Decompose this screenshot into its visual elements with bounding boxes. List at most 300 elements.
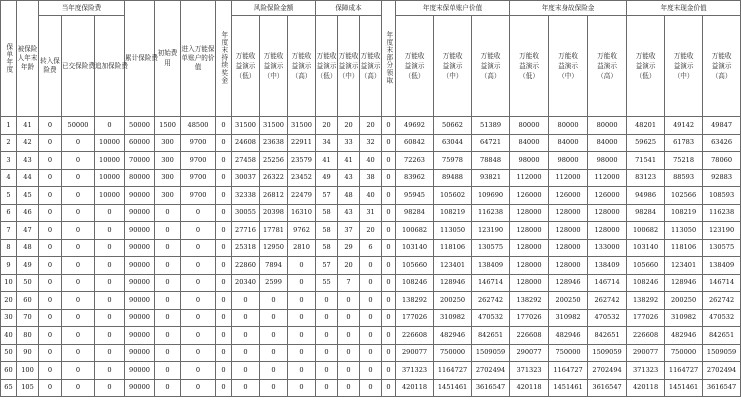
table-cell: 0 — [382, 292, 396, 310]
table-cell: 0 — [360, 309, 382, 327]
table-cell: 63426 — [703, 134, 741, 152]
table-cell: 0 — [62, 292, 95, 310]
table-cell: 0 — [382, 327, 396, 345]
table-cell: 0 — [155, 344, 181, 362]
table-cell: 108219 — [665, 204, 703, 222]
table-cell: 31500 — [260, 117, 288, 135]
table-cell: 40 — [1, 327, 17, 345]
table-cell: 0 — [181, 379, 216, 397]
table-cell: 750000 — [665, 344, 703, 362]
table-cell: 146714 — [588, 274, 627, 292]
table-cell: 133000 — [588, 239, 627, 257]
table-cell: 22860 — [232, 257, 260, 275]
table-cell: 0 — [216, 257, 232, 275]
table-cell: 842651 — [472, 327, 510, 345]
table-cell: 0 — [181, 222, 216, 240]
table-cell: 100 — [17, 362, 39, 380]
table-cell: 105660 — [627, 257, 665, 275]
header-risk-low: 万能收 益演示 （低） — [232, 16, 260, 117]
table-cell: 0 — [216, 309, 232, 327]
table-cell: 90000 — [125, 379, 155, 397]
table-cell: 138409 — [588, 257, 627, 275]
table-cell: 0 — [382, 274, 396, 292]
table-cell: 90000 — [125, 239, 155, 257]
table-cell: 23452 — [288, 169, 316, 187]
table-cell: 0 — [382, 379, 396, 397]
table-cell: 128000 — [510, 239, 549, 257]
table-row — [1, 274, 741, 292]
table-cell: 57 — [316, 257, 338, 275]
table-cell: 0 — [181, 292, 216, 310]
table-row — [1, 152, 741, 170]
table-cell: 20 — [338, 117, 360, 135]
table-cell: 108246 — [396, 274, 434, 292]
table-cell: 0 — [181, 362, 216, 380]
table-cell: 0 — [62, 187, 95, 205]
table-cell: 0 — [288, 292, 316, 310]
header-persist-bonus: 年度末持续奖金 — [216, 1, 232, 117]
table-row — [1, 309, 741, 327]
table-cell: 128946 — [665, 274, 703, 292]
table-cell: 49692 — [396, 117, 434, 135]
table-cell: 112000 — [588, 169, 627, 187]
table-cell: 84000 — [588, 134, 627, 152]
table-cell: 1509059 — [472, 344, 510, 362]
table-cell: 0 — [39, 204, 62, 222]
table-cell: 482946 — [549, 327, 588, 345]
table-cell: 59625 — [627, 134, 665, 152]
table-cell: 1451461 — [434, 379, 472, 397]
header-account-low: 万能收 益演示 （低） — [396, 16, 434, 117]
table-cell: 44 — [17, 169, 39, 187]
table-cell: 48201 — [627, 117, 665, 135]
table-cell: 50 — [1, 344, 17, 362]
header-transfer: 转入保险费 — [39, 16, 62, 117]
table-cell: 70000 — [125, 152, 155, 170]
table-cell: 371323 — [510, 362, 549, 380]
table-cell: 116238 — [472, 204, 510, 222]
table-cell: 128000 — [588, 222, 627, 240]
table-cell: 5 — [1, 187, 17, 205]
table-cell: 27716 — [232, 222, 260, 240]
table-cell: 50662 — [434, 117, 472, 135]
table-cell: 300 — [155, 187, 181, 205]
table-cell: 0 — [216, 117, 232, 135]
table-row — [1, 327, 741, 345]
table-cell: 31 — [360, 204, 382, 222]
table-cell: 0 — [260, 327, 288, 345]
table-cell: 27458 — [232, 152, 260, 170]
header-cost-group: 保障成本 — [316, 1, 382, 16]
table-cell: 100682 — [627, 222, 665, 240]
table-cell: 1509059 — [703, 344, 741, 362]
table-cell: 0 — [39, 134, 62, 152]
header-age: 被保险人年末年龄 — [17, 1, 39, 117]
table-cell: 0 — [288, 257, 316, 275]
table-cell: 0 — [181, 274, 216, 292]
table-cell: 2 — [1, 134, 17, 152]
table-cell: 43 — [338, 204, 360, 222]
table-cell: 0 — [155, 309, 181, 327]
table-cell: 177026 — [627, 309, 665, 327]
table-cell: 0 — [39, 292, 62, 310]
table-cell: 98000 — [510, 152, 549, 170]
table-cell: 20398 — [260, 204, 288, 222]
table-cell: 25318 — [232, 239, 260, 257]
table-cell: 31500 — [288, 117, 316, 135]
table-cell: 90000 — [125, 344, 155, 362]
table-cell: 0 — [181, 309, 216, 327]
table-cell: 226608 — [396, 327, 434, 345]
header-death-high: 万能收 益演示 （高） — [588, 16, 627, 117]
header-death-group: 年度末身故保险金 — [510, 1, 627, 16]
table-cell: 57 — [316, 187, 338, 205]
table-cell: 290077 — [627, 344, 665, 362]
table-cell: 20 — [316, 117, 338, 135]
table-cell: 0 — [316, 379, 338, 397]
table-cell: 32338 — [232, 187, 260, 205]
table-cell: 48 — [338, 187, 360, 205]
table-cell: 371323 — [627, 362, 665, 380]
table-cell: 0 — [62, 169, 95, 187]
table-cell: 84000 — [549, 134, 588, 152]
table-row — [1, 292, 741, 310]
header-cash-group: 年度末现金价值 — [627, 1, 741, 16]
table-cell: 90000 — [125, 204, 155, 222]
header-account-high: 万能收 益演示 （高） — [472, 16, 510, 117]
table-cell: 200250 — [549, 292, 588, 310]
table-cell: 128000 — [510, 204, 549, 222]
table-cell: 113050 — [434, 222, 472, 240]
table-cell: 0 — [39, 274, 62, 292]
table-row — [1, 362, 741, 380]
table-cell: 0 — [216, 134, 232, 152]
table-cell: 64721 — [472, 134, 510, 152]
table-cell: 105 — [17, 379, 39, 397]
table-cell: 2702494 — [703, 362, 741, 380]
table-cell: 300 — [155, 169, 181, 187]
table-cell: 200250 — [665, 292, 703, 310]
table-cell: 130575 — [703, 239, 741, 257]
table-cell: 470532 — [472, 309, 510, 327]
table-row — [1, 344, 741, 362]
table-cell: 1451461 — [665, 379, 703, 397]
table-cell: 0 — [338, 309, 360, 327]
header-enter-account: 进入万能保单账户的价值 — [181, 1, 216, 117]
table-cell: 126000 — [588, 187, 627, 205]
table-cell: 10 — [1, 274, 17, 292]
table-cell: 58 — [316, 222, 338, 240]
table-cell: 26322 — [260, 169, 288, 187]
table-cell: 25256 — [260, 152, 288, 170]
table-cell: 49847 — [703, 117, 741, 135]
table-cell: 60 — [1, 362, 17, 380]
table-cell: 41 — [338, 152, 360, 170]
table-cell: 123190 — [472, 222, 510, 240]
table-cell: 0 — [95, 379, 125, 397]
table-cell: 80000 — [510, 117, 549, 135]
table-cell: 3616547 — [472, 379, 510, 397]
table-cell: 470532 — [588, 309, 627, 327]
table-cell: 0 — [155, 362, 181, 380]
table-cell: 0 — [39, 327, 62, 345]
table-cell: 842651 — [703, 327, 741, 345]
table-cell: 17781 — [260, 222, 288, 240]
table-cell: 138292 — [627, 292, 665, 310]
table-cell: 1164727 — [549, 362, 588, 380]
table-cell: 90000 — [125, 309, 155, 327]
table-cell: 0 — [181, 204, 216, 222]
table-cell: 98284 — [396, 204, 434, 222]
table-cell: 0 — [338, 362, 360, 380]
table-cell: 0 — [39, 257, 62, 275]
table-cell: 0 — [382, 362, 396, 380]
table-cell: 72263 — [396, 152, 434, 170]
table-cell: 90000 — [125, 187, 155, 205]
table-cell: 49142 — [665, 117, 703, 135]
table-cell: 100682 — [396, 222, 434, 240]
table-cell: 105602 — [434, 187, 472, 205]
table-cell: 98000 — [549, 152, 588, 170]
table-cell: 3616547 — [703, 379, 741, 397]
table-cell: 0 — [216, 379, 232, 397]
table-cell: 0 — [232, 292, 260, 310]
table-cell: 0 — [181, 239, 216, 257]
table-cell: 126000 — [510, 187, 549, 205]
table-cell: 49 — [17, 257, 39, 275]
table-cell: 0 — [39, 152, 62, 170]
table-cell: 2702494 — [472, 362, 510, 380]
table-cell: 0 — [316, 344, 338, 362]
table-cell: 80000 — [125, 169, 155, 187]
table-cell: 60 — [17, 292, 39, 310]
table-cell: 31500 — [232, 117, 260, 135]
header-risk-high: 万能收 益演示 （高） — [288, 16, 316, 117]
table-cell: 226608 — [627, 327, 665, 345]
table-cell: 0 — [155, 274, 181, 292]
table-cell: 6 — [360, 239, 382, 257]
table-cell: 0 — [95, 257, 125, 275]
header-account-mid: 万能收 益演示 （中） — [434, 16, 472, 117]
table-cell: 0 — [232, 362, 260, 380]
table-cell: 842651 — [588, 327, 627, 345]
table-cell: 750000 — [434, 344, 472, 362]
table-cell: 0 — [39, 169, 62, 187]
table-cell: 0 — [62, 134, 95, 152]
table-cell: 0 — [39, 117, 62, 135]
header-withdraw: 年度末部分领取 — [382, 1, 396, 117]
table-cell: 3 — [1, 152, 17, 170]
table-cell: 33 — [338, 134, 360, 152]
table-cell: 1164727 — [434, 362, 472, 380]
table-cell: 0 — [260, 309, 288, 327]
table-cell: 10000 — [95, 187, 125, 205]
table-cell: 0 — [288, 344, 316, 362]
table-cell: 80 — [17, 327, 39, 345]
table-cell: 38 — [360, 169, 382, 187]
table-cell: 45 — [17, 187, 39, 205]
table-cell: 0 — [39, 344, 62, 362]
table-cell: 0 — [155, 327, 181, 345]
table-row — [1, 239, 741, 257]
table-cell: 78848 — [472, 152, 510, 170]
table-cell: 0 — [62, 379, 95, 397]
table-cell: 128946 — [434, 274, 472, 292]
table-cell: 6 — [1, 204, 17, 222]
table-cell: 0 — [338, 379, 360, 397]
table-cell: 47 — [17, 222, 39, 240]
table-cell: 0 — [382, 204, 396, 222]
table-cell: 177026 — [510, 309, 549, 327]
table-cell: 23638 — [260, 134, 288, 152]
table-cell: 0 — [62, 204, 95, 222]
table-cell: 105660 — [396, 257, 434, 275]
table-cell: 123401 — [434, 257, 472, 275]
table-cell: 0 — [382, 169, 396, 187]
table-cell: 0 — [232, 309, 260, 327]
table-cell: 61783 — [665, 134, 703, 152]
table-cell: 0 — [382, 117, 396, 135]
table-cell: 63044 — [434, 134, 472, 152]
table-cell: 75218 — [665, 152, 703, 170]
header-extra: 追加保险费 — [95, 16, 125, 117]
table-cell: 58 — [316, 239, 338, 257]
table-cell: 371323 — [396, 362, 434, 380]
table-cell: 750000 — [549, 344, 588, 362]
table-cell: 55 — [316, 274, 338, 292]
table-cell: 0 — [382, 239, 396, 257]
table-cell: 65 — [1, 379, 17, 397]
table-cell: 90000 — [125, 257, 155, 275]
table-cell: 16310 — [288, 204, 316, 222]
table-cell: 2599 — [260, 274, 288, 292]
table-cell: 0 — [288, 327, 316, 345]
table-cell: 0 — [316, 327, 338, 345]
table-cell: 108219 — [434, 204, 472, 222]
table-cell: 262742 — [703, 292, 741, 310]
table-cell: 0 — [316, 292, 338, 310]
table-cell: 0 — [95, 292, 125, 310]
table-cell: 22479 — [288, 187, 316, 205]
table-cell: 0 — [216, 344, 232, 362]
table-cell: 93821 — [472, 169, 510, 187]
table-cell: 9700 — [181, 134, 216, 152]
table-cell: 0 — [260, 344, 288, 362]
table-cell: 32 — [360, 134, 382, 152]
table-cell: 109690 — [472, 187, 510, 205]
table-cell: 0 — [316, 362, 338, 380]
table-cell: 20 — [338, 257, 360, 275]
table-cell: 95945 — [396, 187, 434, 205]
table-cell: 71541 — [627, 152, 665, 170]
table-cell: 78060 — [703, 152, 741, 170]
table-cell: 9700 — [181, 152, 216, 170]
table-cell: 0 — [155, 204, 181, 222]
table-cell: 0 — [360, 379, 382, 397]
table-cell: 89488 — [434, 169, 472, 187]
table-cell: 128000 — [549, 204, 588, 222]
table-cell: 0 — [155, 257, 181, 275]
table-cell: 108593 — [703, 187, 741, 205]
table-cell: 75978 — [434, 152, 472, 170]
table-cell: 0 — [155, 292, 181, 310]
table-cell: 7 — [338, 274, 360, 292]
header-cash-mid: 万能收 益演示 （中） — [665, 16, 703, 117]
table-cell: 290077 — [396, 344, 434, 362]
table-cell: 0 — [62, 362, 95, 380]
table-cell: 0 — [62, 239, 95, 257]
table-cell: 0 — [216, 362, 232, 380]
table-cell: 83962 — [396, 169, 434, 187]
table-cell: 23579 — [288, 152, 316, 170]
header-initial-fee: 初始费用 — [155, 1, 181, 117]
header-cumulative: 累计保险费 — [125, 1, 155, 117]
header-death-mid: 万能收 益演示 （中） — [549, 16, 588, 117]
table-cell: 0 — [95, 309, 125, 327]
table-cell: 0 — [360, 257, 382, 275]
header-risk-mid: 万能收 益演示 （中） — [260, 16, 288, 117]
table-cell: 482946 — [434, 327, 472, 345]
table-cell: 103140 — [396, 239, 434, 257]
table-cell: 2702494 — [588, 362, 627, 380]
table-cell: 108246 — [627, 274, 665, 292]
table-cell: 10000 — [95, 134, 125, 152]
table-cell: 420118 — [510, 379, 549, 397]
table-cell: 0 — [360, 362, 382, 380]
table-cell: 0 — [62, 327, 95, 345]
header-cash-high: 万能收 益演示 （高） — [703, 16, 741, 117]
table-cell: 92883 — [703, 169, 741, 187]
table-cell: 70 — [17, 309, 39, 327]
table-cell: 4 — [1, 169, 17, 187]
table-cell: 300 — [155, 134, 181, 152]
table-cell: 128000 — [588, 204, 627, 222]
table-row — [1, 379, 741, 397]
table-cell: 1164727 — [665, 362, 703, 380]
header-year: 保单年度 — [1, 1, 17, 117]
table-cell: 0 — [95, 204, 125, 222]
table-cell: 2810 — [288, 239, 316, 257]
table-cell: 0 — [382, 309, 396, 327]
table-cell: 177026 — [396, 309, 434, 327]
table-cell: 48500 — [181, 117, 216, 135]
table-cell: 60000 — [125, 134, 155, 152]
table-cell: 0 — [216, 222, 232, 240]
table-cell: 9762 — [288, 222, 316, 240]
table-cell: 0 — [39, 379, 62, 397]
table-cell: 126000 — [549, 187, 588, 205]
header-cash-low: 万能收 益演示 （低） — [627, 16, 665, 117]
table-cell: 0 — [288, 274, 316, 292]
header-account-group: 年度末保单账户价值 — [396, 1, 510, 16]
table-cell: 46 — [17, 204, 39, 222]
header-paid: 已交保险费 — [62, 16, 95, 117]
table-cell: 90000 — [125, 362, 155, 380]
table-cell: 20 — [360, 222, 382, 240]
table-cell: 0 — [360, 327, 382, 345]
table-cell: 0 — [95, 362, 125, 380]
table-cell: 128000 — [510, 222, 549, 240]
table-cell: 40 — [360, 187, 382, 205]
table-cell: 10000 — [95, 169, 125, 187]
table-cell: 262742 — [472, 292, 510, 310]
table-cell: 0 — [338, 327, 360, 345]
table-cell: 20 — [360, 117, 382, 135]
table-cell: 9 — [1, 257, 17, 275]
table-cell: 1 — [1, 117, 17, 135]
table-cell: 0 — [95, 239, 125, 257]
table-cell: 0 — [39, 362, 62, 380]
